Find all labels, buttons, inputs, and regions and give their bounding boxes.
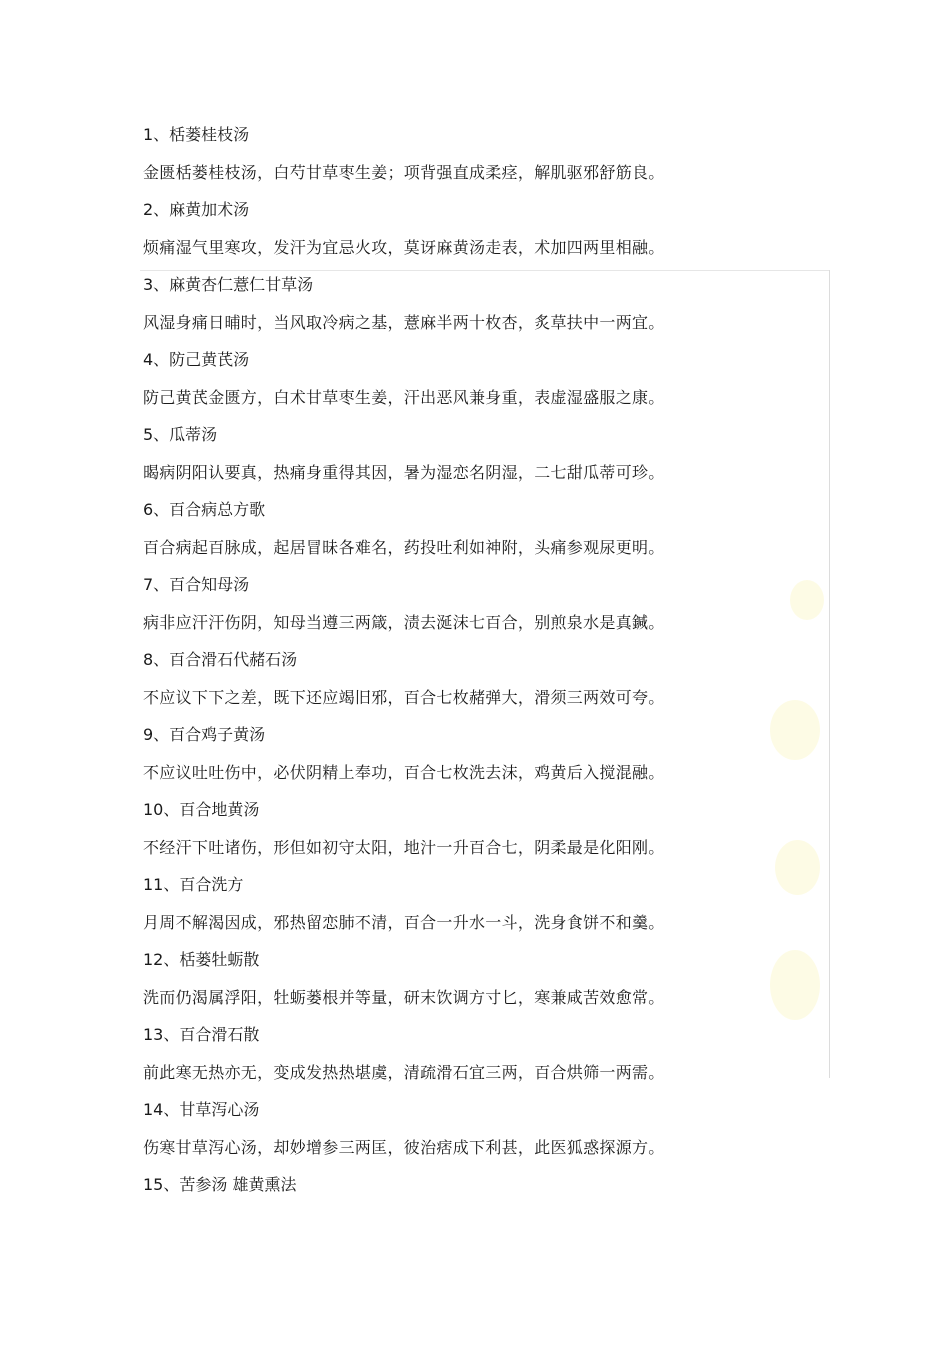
entry-title: 2、麻黄加术汤 [143,200,250,219]
entry-title: 7、百合知母汤 [143,575,250,594]
entry-title: 5、瓜蒂汤 [143,425,218,444]
entry-verse: 病非应汗汗伤阴，知母当遵三两箴，渍去涎沫七百合，别煎泉水是真鍼。 [143,612,665,632]
entry [143,941,783,1016]
entry-verse: 烦痛湿气里寒攻，发汗为宜忌火攻，莫讶麻黄汤走表，术加四两里相融。 [143,237,665,257]
entry-verse: 暍病阴阳认要真，热痛身重得其因，暑为湿恋名阴湿，二七甜瓜蒂可珍。 [143,462,665,482]
entry-title: 3、麻黄杏仁薏仁甘草汤 [143,275,314,294]
background-glow-spot [790,580,824,620]
entry [143,116,783,191]
entry-title: 13、百合滑石散 [143,1025,260,1044]
frame-border-right [829,270,830,1078]
entry-verse: 不经汗下吐诸伤，形但如初守太阳，地汁一升百合七，阴柔最是化阳刚。 [143,837,665,857]
entry-title: 15、苦参汤 雄黄熏法 [143,1175,297,1194]
entry-verse: 前此寒无热亦无，变成发热热堪虞，清疏滑石宜三两，百合烘筛一两需。 [143,1062,665,1082]
entry [143,1166,783,1204]
entry [143,866,783,941]
entry [143,266,783,341]
entry-verse: 防己黄芪金匮方，白术甘草枣生姜，汗出恶风兼身重，表虚湿盛服之康。 [143,387,665,407]
entry-title: 12、栝蒌牡蛎散 [143,950,260,969]
entry-title: 6、百合病总方歌 [143,500,266,519]
entry-title: 11、百合洗方 [143,875,244,894]
entry-verse: 百合病起百脉成，起居冒昧各难名，药投吐利如神附，头痛参观尿更明。 [143,537,665,557]
entry-verse: 月周不解渴因成，邪热留恋肺不清，百合一升水一斗，洗身食饼不和羹。 [143,912,665,932]
entry [143,641,783,716]
entry-verse: 金匮栝蒌桂枝汤，白芍甘草枣生姜；项背强直成柔痉，解肌驱邪舒筋良。 [143,162,665,182]
entry-verse: 不应议吐吐伤中，必伏阴精上奉功，百合七枚洗去沫，鸡黄后入搅混融。 [143,762,665,782]
entry-title: 9、百合鸡子黄汤 [143,725,266,744]
entry [143,341,783,416]
entry-verse: 洗而仍渴属浮阳，牡蛎蒌根并等量，研末饮调方寸匕，寒兼咸苦效愈常。 [143,987,665,1007]
entry [143,491,783,566]
entry-verse: 风湿身痛日晡时，当风取冷病之基，薏麻半两十枚杏，炙草扶中一两宜。 [143,312,665,332]
entry [143,416,783,491]
entry [143,191,783,266]
entry [143,716,783,791]
entry [143,791,783,866]
entry-title: 10、百合地黄汤 [143,800,260,819]
entry-title: 8、百合滑石代赭石汤 [143,650,298,669]
document-content [143,116,783,1204]
entry [143,1016,783,1091]
entry [143,566,783,641]
entry-title: 4、防己黄芪汤 [143,350,250,369]
entry-title: 14、甘草泻心汤 [143,1100,260,1119]
entry-verse: 不应议下下之差，既下还应竭旧邪，百合七枚赭弹大，滑须三两效可夸。 [143,687,665,707]
entry-title: 1、栝蒌桂枝汤 [143,125,250,144]
entry [143,1091,783,1166]
entry-verse: 伤寒甘草泻心汤，却妙增参三两匡，彼治痞成下利甚，此医狐惑探源方。 [143,1137,665,1157]
